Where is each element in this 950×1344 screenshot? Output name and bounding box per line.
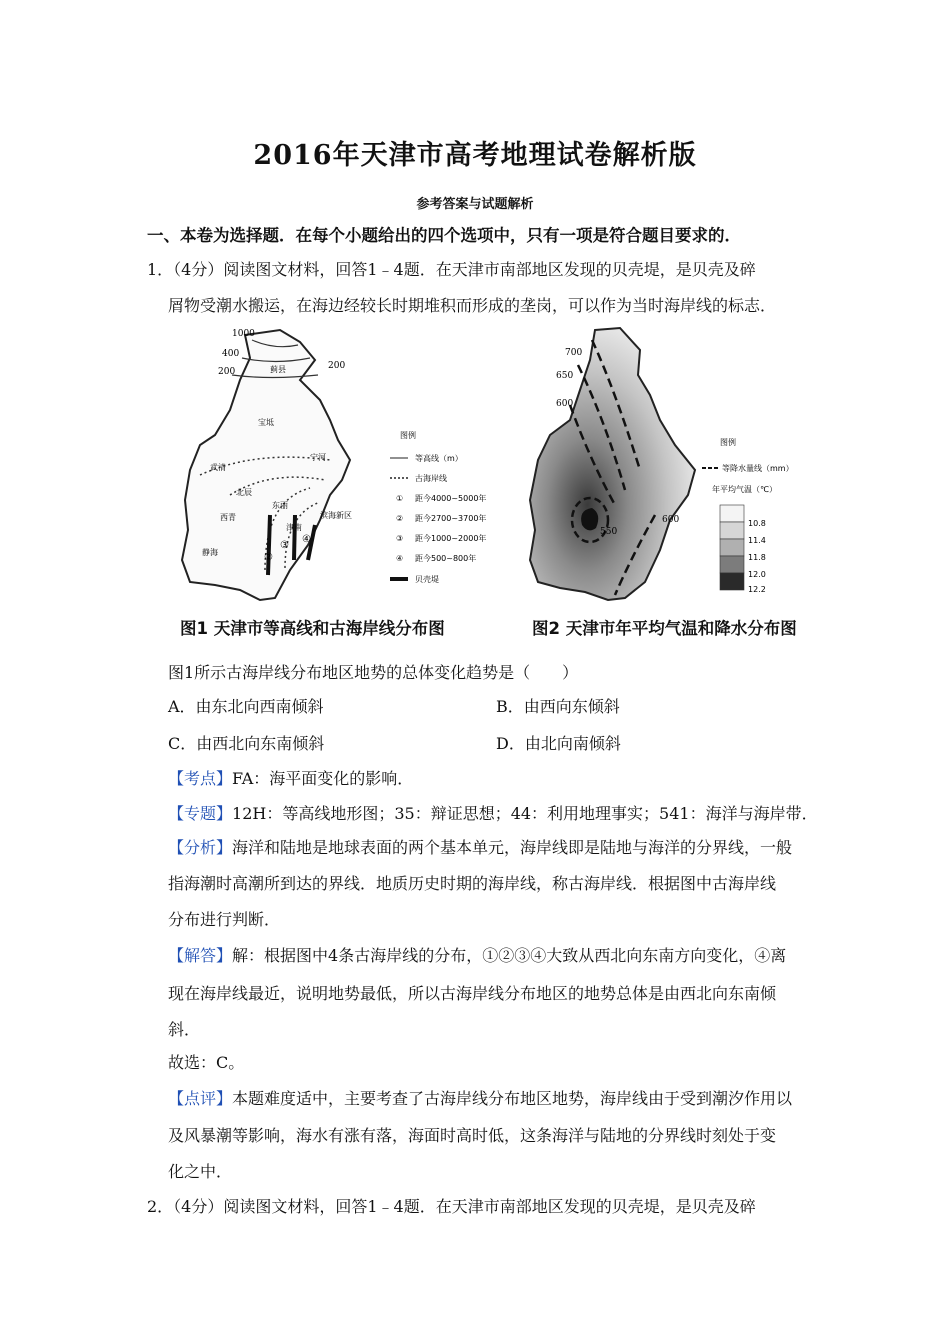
label-contour-200-east: 200 bbox=[328, 361, 346, 371]
legend-contour: 等高线（m） bbox=[415, 454, 463, 463]
temp-swatch-1 bbox=[720, 505, 744, 522]
temp-level-2: 11.4 bbox=[748, 536, 766, 545]
place-beichen: 北辰 bbox=[236, 488, 252, 497]
temp-level-3: 11.8 bbox=[748, 553, 766, 562]
place-ninghe: 宁河 bbox=[310, 453, 326, 462]
page-subtitle: 参考答案与试题解析 bbox=[416, 197, 534, 212]
legend-title: 图例 bbox=[400, 431, 416, 440]
legend-shell: 贝壳堤 bbox=[415, 575, 439, 584]
figure2-legend bbox=[702, 437, 794, 594]
option-a[interactable]: A．由东北向西南倾斜 bbox=[168, 697, 324, 716]
dianping-line3: 化之中． bbox=[168, 1162, 233, 1181]
temp-level-4: 12.0 bbox=[748, 570, 766, 579]
place-baodi: 宝坻 bbox=[258, 418, 274, 427]
figure2-caption: 图2 天津市年平均气温和降水分布图 bbox=[532, 619, 797, 638]
kaodian-text: FA：海平面变化的影响． bbox=[232, 769, 414, 788]
figure2-map bbox=[520, 320, 840, 610]
place-jinghai: 静海 bbox=[202, 548, 218, 557]
legend-period-3: 距今1000~2000年 bbox=[415, 534, 487, 543]
label-contour-200-west: 200 bbox=[218, 367, 236, 377]
kaodian-row bbox=[168, 766, 413, 789]
legend-temp-title: 年平均气温（℃） bbox=[712, 485, 777, 494]
temp-swatch-4 bbox=[720, 556, 744, 573]
zhuanti-tag: 【专题】 bbox=[168, 804, 233, 823]
figure1-legend bbox=[390, 430, 486, 584]
jieda-tag: 【解答】 bbox=[168, 946, 233, 965]
label-contour-400: 400 bbox=[222, 349, 240, 359]
figure1-caption: 图1 天津市等高线和古海岸线分布图 bbox=[180, 619, 445, 638]
legend-marker-2: ② bbox=[396, 514, 404, 523]
section-heading: 一、本卷为选择题．在每个小题给出的四个选项中，只有一项是符合题目要求的． bbox=[147, 226, 741, 245]
jieda-line3: 斜． bbox=[168, 1020, 201, 1039]
q1-question: 图1所示古海岸线分布地区地势的总体变化趋势是（ ） bbox=[168, 663, 579, 682]
fenxi-row bbox=[168, 835, 792, 858]
fenxi-tag: 【分析】 bbox=[168, 838, 233, 857]
kaodian-tag: 【考点】 bbox=[168, 769, 233, 788]
option-c[interactable]: C．由西北向东南倾斜 bbox=[168, 734, 325, 753]
legend-shoreline: 古海岸线 bbox=[415, 474, 447, 483]
fenxi-line1: 海洋和陆地是地球表面的两个基本单元，海岸线即是陆地与海洋的分界线，一般 bbox=[232, 838, 793, 857]
figure2-outline bbox=[530, 328, 695, 600]
dianping-line1: 本题难度适中，主要考查了古海岸线分布地区地势，海岸线由于受到潮汐作用以 bbox=[232, 1089, 793, 1108]
place-xiqing: 西青 bbox=[220, 513, 236, 522]
fenxi-line3: 分布进行判断． bbox=[168, 910, 281, 929]
q1-stem-line1: 1．（4分）阅读图文材料，回答1﹣4题．在天津市南部地区发现的贝壳堤，是贝壳及碎 bbox=[147, 260, 756, 279]
place-wuqing: 武清 bbox=[210, 463, 226, 472]
q1-stem-line2: 屑物受潮水搬运，在海边经较长时期堆积而形成的垄岗，可以作为当时海岸线的标志． bbox=[168, 296, 777, 315]
jieda-line2: 现在海岸线最近，说明地势最低，所以古海岸线分布地区的地势总体是由西北向东南倾 bbox=[168, 984, 777, 1003]
label-isohyet-700: 700 bbox=[565, 348, 583, 358]
label-isohyet-650: 650 bbox=[556, 371, 574, 381]
figure1-map bbox=[170, 320, 510, 610]
place-jixian: 蓟县 bbox=[270, 365, 286, 374]
map-marker-3: ③ bbox=[280, 540, 289, 551]
option-d[interactable]: D．由北向南倾斜 bbox=[496, 734, 621, 753]
dianping-line2: 及风暴潮等影响，海水有涨有落，海面时高时低，这条海洋与陆地的分界线时刻处于变 bbox=[168, 1126, 777, 1145]
place-jinnan: 津南 bbox=[286, 523, 302, 532]
zhuanti-text: 12H：等高线地形图；35：辩证思想；44：利用地理事实；541：海洋与海岸带． bbox=[232, 804, 818, 823]
jieda-line1: 解：根据图中4条古海岸线的分布，①②③④大致从西北向东南方向变化，④离 bbox=[232, 946, 787, 965]
legend-period-4: 距今500~800年 bbox=[415, 554, 477, 563]
legend-marker-4: ④ bbox=[396, 554, 404, 563]
temp-swatch-2 bbox=[720, 522, 744, 539]
figures-block bbox=[170, 320, 838, 650]
temp-level-1: 10.8 bbox=[748, 519, 766, 528]
legend2-title: 图例 bbox=[720, 438, 736, 447]
temp-level-5: 12.2 bbox=[748, 585, 766, 594]
place-binhai: 滨海新区 bbox=[320, 511, 352, 520]
place-dongli: 东丽 bbox=[272, 501, 288, 510]
map-marker-2: ② bbox=[264, 552, 273, 563]
temp-swatch-5 bbox=[720, 573, 744, 590]
label-isohyet-600-south: 600 bbox=[662, 515, 680, 525]
dianping-row bbox=[168, 1086, 792, 1109]
option-b[interactable]: B．由西向东倾斜 bbox=[496, 697, 620, 716]
page-title: 2016年天津市高考地理试卷解析版 bbox=[253, 140, 697, 171]
q2-stem-line1: 2．（4分）阅读图文材料，回答1﹣4题．在天津市南部地区发现的贝壳堤，是贝壳及碎 bbox=[147, 1197, 756, 1216]
answer-line: 故选：C。 bbox=[168, 1053, 245, 1072]
legend-period-1: 距今4000~5000年 bbox=[415, 494, 487, 503]
label-isohyet-600: 600 bbox=[556, 399, 574, 409]
map-marker-4: ④ bbox=[302, 534, 311, 545]
legend-isohyet: 等降水量线（mm） bbox=[722, 464, 794, 473]
zhuanti-row bbox=[168, 801, 818, 824]
legend-marker-1: ① bbox=[396, 494, 404, 503]
shell-ridge-1 bbox=[268, 515, 270, 575]
shell-ridge-2 bbox=[294, 515, 295, 560]
legend-marker-3: ③ bbox=[396, 534, 404, 543]
fenxi-line2: 指海潮时高潮所到达的界线．地质历史时期的海岸线，称古海岸线．根据图中古海岸线 bbox=[168, 874, 777, 893]
jieda-row bbox=[168, 943, 786, 966]
dianping-tag: 【点评】 bbox=[168, 1089, 233, 1108]
temp-swatch-3 bbox=[720, 539, 744, 556]
label-contour-1000: 1000 bbox=[232, 329, 255, 339]
legend-period-2: 距今2700~3700年 bbox=[415, 514, 487, 523]
label-isohyet-550: 550 bbox=[600, 527, 618, 537]
